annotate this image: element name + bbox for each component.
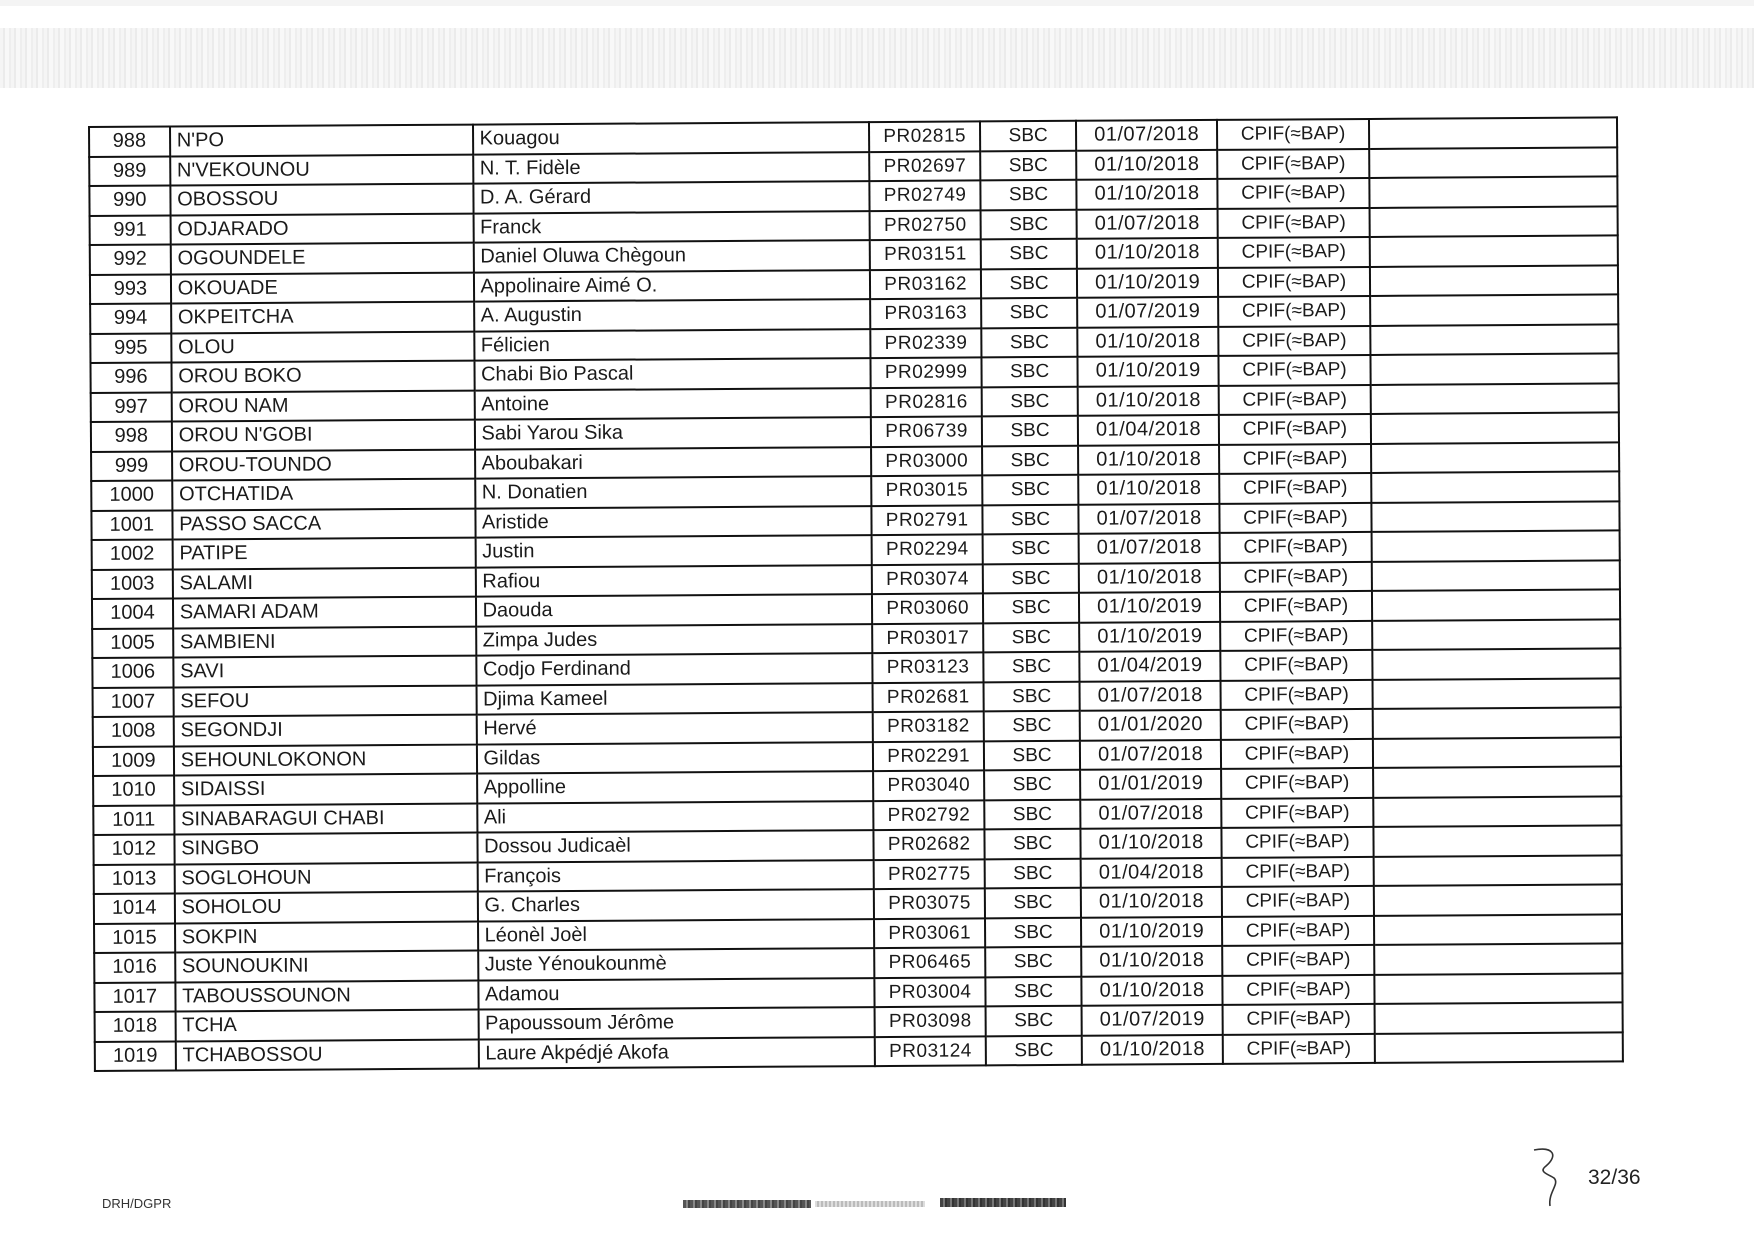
status-cell: CPIF(≈BAP) xyxy=(1221,768,1373,798)
category-cell: SBC xyxy=(983,534,1079,564)
handwritten-initial-mark xyxy=(1524,1142,1584,1212)
effective-date-cell: 01/07/2019 xyxy=(1082,1005,1223,1035)
last-name-cell: TABOUSSOUNON xyxy=(175,980,478,1011)
row-number-cell: 990 xyxy=(89,185,170,215)
first-names-cell: Justin xyxy=(475,535,872,567)
category-cell: SBC xyxy=(980,121,1076,151)
first-names-cell: Aboubakari xyxy=(475,447,872,479)
first-names-cell: N. Donatien xyxy=(475,476,872,508)
first-names-cell: Antoine xyxy=(474,388,871,420)
first-names-cell: Franck xyxy=(473,211,870,243)
scan-top-edge xyxy=(0,0,1754,6)
effective-date-cell: 01/10/2019 xyxy=(1079,621,1220,651)
status-cell: CPIF(≈BAP) xyxy=(1218,237,1370,267)
status-cell: CPIF(≈BAP) xyxy=(1220,591,1372,621)
employee-id-cell: PR02999 xyxy=(871,357,982,387)
first-names-cell: Hervé xyxy=(476,712,873,744)
last-name-cell: TCHA xyxy=(175,1010,478,1041)
footer-department-label: DRH/DGPR xyxy=(102,1196,172,1211)
status-cell: CPIF(≈BAP) xyxy=(1221,679,1373,709)
last-name-cell: ODJARADO xyxy=(170,213,473,244)
status-cell: CPIF(≈BAP) xyxy=(1222,945,1374,975)
effective-date-cell: 01/07/2018 xyxy=(1077,208,1218,238)
employee-id-cell: PR03000 xyxy=(871,446,982,476)
first-names-cell: Sabi Yarou Sika xyxy=(474,417,871,449)
row-number-cell: 1010 xyxy=(93,775,174,805)
first-names-cell: Rafiou xyxy=(475,565,872,597)
employee-id-cell: PR02816 xyxy=(871,387,982,417)
footer-scan-artifact xyxy=(683,1200,811,1208)
blank-cell-cell xyxy=(1372,589,1621,620)
effective-date-cell: 01/10/2018 xyxy=(1082,1034,1223,1064)
effective-date-cell: 01/10/2018 xyxy=(1079,562,1220,592)
category-cell: SBC xyxy=(984,799,1080,829)
first-names-cell: François xyxy=(477,860,874,892)
last-name-cell: PASSO SACCA xyxy=(172,508,475,539)
blank-cell-cell xyxy=(1369,206,1618,237)
first-names-cell: Léonèl Joèl xyxy=(478,919,875,951)
status-cell: CPIF(≈BAP) xyxy=(1219,355,1371,385)
status-cell: CPIF(≈BAP) xyxy=(1222,827,1374,857)
status-cell: CPIF(≈BAP) xyxy=(1223,1033,1375,1063)
first-names-cell: Félicien xyxy=(474,329,871,361)
blank-cell-cell xyxy=(1371,530,1620,561)
category-cell: SBC xyxy=(982,445,1078,475)
status-cell: CPIF(≈BAP) xyxy=(1221,650,1373,680)
blank-cell-cell xyxy=(1369,235,1618,266)
first-names-cell: Kouagou xyxy=(472,122,869,154)
first-names-cell: Zimpa Judes xyxy=(476,624,873,656)
category-cell: SBC xyxy=(985,858,1081,888)
employee-id-cell: PR02291 xyxy=(873,741,984,771)
status-cell: CPIF(≈BAP) xyxy=(1222,856,1374,886)
employee-id-cell: PR03074 xyxy=(872,564,983,594)
row-number-cell: 992 xyxy=(90,244,171,274)
employee-id-cell: PR03015 xyxy=(871,475,982,505)
category-cell: SBC xyxy=(985,947,1081,977)
blank-cell-cell xyxy=(1370,324,1619,355)
last-name-cell: N'VEKOUNOU xyxy=(170,154,473,185)
effective-date-cell: 01/10/2018 xyxy=(1081,975,1222,1005)
effective-date-cell: 01/10/2018 xyxy=(1081,887,1222,917)
last-name-cell: OROU BOKO xyxy=(171,361,474,392)
page-number: 32/36 xyxy=(1588,1166,1641,1189)
blank-cell-cell xyxy=(1374,914,1623,945)
effective-date-cell: 01/07/2018 xyxy=(1080,680,1221,710)
row-number-cell: 999 xyxy=(91,451,172,481)
row-number-cell: 1013 xyxy=(94,864,175,894)
status-cell: CPIF(≈BAP) xyxy=(1217,119,1369,149)
status-cell: CPIF(≈BAP) xyxy=(1218,178,1370,208)
blank-cell-cell xyxy=(1369,147,1618,178)
row-number-cell: 988 xyxy=(89,126,170,156)
blank-cell-cell xyxy=(1372,707,1621,738)
blank-cell-cell xyxy=(1371,412,1620,443)
row-number-cell: 1009 xyxy=(93,746,174,776)
employee-id-cell: PR06739 xyxy=(871,416,982,446)
employee-id-cell: PR03004 xyxy=(874,977,985,1007)
last-name-cell: SAMBIENI xyxy=(173,626,476,657)
employee-id-cell: PR02749 xyxy=(869,180,980,210)
blank-cell-cell xyxy=(1372,678,1621,709)
last-name-cell: SAVI xyxy=(173,656,476,687)
status-cell: CPIF(≈BAP) xyxy=(1221,709,1373,739)
row-number-cell: 998 xyxy=(91,421,172,451)
status-cell: CPIF(≈BAP) xyxy=(1221,738,1373,768)
roster-table xyxy=(88,116,1624,1072)
status-cell: CPIF(≈BAP) xyxy=(1222,797,1374,827)
category-cell: SBC xyxy=(983,652,1079,682)
status-cell: CPIF(≈BAP) xyxy=(1219,384,1371,414)
row-number-cell: 1016 xyxy=(94,952,175,982)
blank-cell-cell xyxy=(1369,176,1618,207)
last-name-cell: OROU N'GOBI xyxy=(172,420,475,451)
row-number-cell: 1012 xyxy=(93,834,174,864)
category-cell: SBC xyxy=(983,622,1079,652)
status-cell: CPIF(≈BAP) xyxy=(1223,1004,1375,1034)
last-name-cell: SALAMI xyxy=(173,567,476,598)
status-cell: CPIF(≈BAP) xyxy=(1218,296,1370,326)
row-number-cell: 994 xyxy=(90,303,171,333)
category-cell: SBC xyxy=(984,740,1080,770)
row-number-cell: 991 xyxy=(90,215,171,245)
employee-id-cell: PR02681 xyxy=(873,682,984,712)
blank-cell-cell xyxy=(1373,855,1622,886)
employee-id-cell: PR03060 xyxy=(872,593,983,623)
first-names-cell: Chabi Bio Pascal xyxy=(474,358,871,390)
effective-date-cell: 01/07/2018 xyxy=(1079,533,1220,563)
employee-id-cell: PR02682 xyxy=(874,829,985,859)
category-cell: SBC xyxy=(984,770,1080,800)
category-cell: SBC xyxy=(986,976,1082,1006)
blank-cell-cell xyxy=(1370,294,1619,325)
row-number-cell: 1015 xyxy=(94,923,175,953)
effective-date-cell: 01/07/2018 xyxy=(1078,503,1219,533)
first-names-cell: D. A. Gérard xyxy=(473,181,870,213)
blank-cell-cell xyxy=(1373,766,1622,797)
category-cell: SBC xyxy=(984,711,1080,741)
first-names-cell: Daouda xyxy=(475,594,872,626)
first-names-cell: N. T. Fidèle xyxy=(473,152,870,184)
blank-cell-cell xyxy=(1371,442,1620,473)
blank-cell-cell xyxy=(1372,648,1621,679)
employee-id-cell: PR03061 xyxy=(874,918,985,948)
employee-id-cell: PR03182 xyxy=(873,711,984,741)
category-cell: SBC xyxy=(986,1006,1082,1036)
category-cell: SBC xyxy=(982,475,1078,505)
first-names-cell: Daniel Oluwa Chègoun xyxy=(473,240,870,272)
row-number-cell: 1001 xyxy=(91,510,172,540)
employee-id-cell: PR03098 xyxy=(875,1006,986,1036)
last-name-cell: SINGBO xyxy=(174,833,477,864)
last-name-cell: SEFOU xyxy=(173,685,476,716)
last-name-cell: OTCHATIDA xyxy=(172,479,475,510)
last-name-cell: SEHOUNLOKONON xyxy=(174,744,477,775)
first-names-cell: Papoussoum Jérôme xyxy=(478,1007,875,1039)
employee-id-cell: PR03017 xyxy=(872,623,983,653)
employee-id-cell: PR02775 xyxy=(874,859,985,889)
first-names-cell: Adamou xyxy=(478,978,875,1010)
category-cell: SBC xyxy=(984,681,1080,711)
first-names-cell: Aristide xyxy=(475,506,872,538)
first-names-cell: Dossou Judicaèl xyxy=(477,830,874,862)
blank-cell-cell xyxy=(1370,353,1619,384)
blank-cell-cell xyxy=(1373,825,1622,856)
row-number-cell: 1002 xyxy=(92,539,173,569)
last-name-cell: SOHOLOU xyxy=(175,892,478,923)
status-cell: CPIF(≈BAP) xyxy=(1219,443,1371,473)
category-cell: SBC xyxy=(981,327,1077,357)
effective-date-cell: 01/07/2019 xyxy=(1077,297,1218,327)
status-cell: CPIF(≈BAP) xyxy=(1220,532,1372,562)
blank-cell-cell xyxy=(1371,501,1620,532)
status-cell: CPIF(≈BAP) xyxy=(1222,915,1374,945)
employee-id-cell: PR02750 xyxy=(870,210,981,240)
category-cell: SBC xyxy=(983,504,1079,534)
last-name-cell: N'PO xyxy=(170,125,473,156)
status-cell: CPIF(≈BAP) xyxy=(1223,974,1375,1004)
first-names-cell: G. Charles xyxy=(477,889,874,921)
last-name-cell: SOGLOHOUN xyxy=(174,862,477,893)
footer-scan-artifact xyxy=(940,1198,1066,1207)
row-number-cell: 997 xyxy=(91,392,172,422)
category-cell: SBC xyxy=(985,917,1081,947)
row-number-cell: 1011 xyxy=(93,805,174,835)
employee-id-cell: PR02697 xyxy=(869,151,980,181)
category-cell: SBC xyxy=(985,888,1081,918)
first-names-cell: Ali xyxy=(477,801,874,833)
effective-date-cell: 01/01/2019 xyxy=(1080,769,1221,799)
employee-id-cell: PR03075 xyxy=(874,888,985,918)
category-cell: SBC xyxy=(982,416,1078,446)
status-cell: CPIF(≈BAP) xyxy=(1220,620,1372,650)
row-number-cell: 1017 xyxy=(94,982,175,1012)
effective-date-cell: 01/07/2018 xyxy=(1080,739,1221,769)
last-name-cell: OLOU xyxy=(171,331,474,362)
blank-cell-cell xyxy=(1373,796,1622,827)
effective-date-cell: 01/10/2018 xyxy=(1076,149,1217,179)
effective-date-cell: 01/10/2019 xyxy=(1081,916,1222,946)
employee-id-cell: PR03163 xyxy=(870,298,981,328)
last-name-cell: OROU-TOUNDO xyxy=(172,449,475,480)
employee-id-cell: PR03040 xyxy=(873,770,984,800)
status-cell: CPIF(≈BAP) xyxy=(1222,886,1374,916)
blank-cell-cell xyxy=(1370,383,1619,414)
blank-cell-cell xyxy=(1371,560,1620,591)
row-number-cell: 1000 xyxy=(91,480,172,510)
effective-date-cell: 01/10/2018 xyxy=(1080,828,1221,858)
effective-date-cell: 01/10/2019 xyxy=(1077,356,1218,386)
employee-id-cell: PR02792 xyxy=(873,800,984,830)
row-number-cell: 1005 xyxy=(92,628,173,658)
category-cell: SBC xyxy=(982,386,1078,416)
category-cell: SBC xyxy=(980,150,1076,180)
row-number-cell: 1019 xyxy=(95,1041,176,1071)
blank-cell-cell xyxy=(1374,943,1623,974)
category-cell: SBC xyxy=(982,357,1078,387)
row-number-cell: 1007 xyxy=(93,687,174,717)
blank-cell-cell xyxy=(1374,1002,1623,1033)
employee-id-cell: PR02791 xyxy=(872,505,983,535)
employee-id-cell: PR02815 xyxy=(869,121,980,151)
first-names-cell: Appolline xyxy=(477,771,874,803)
status-cell: CPIF(≈BAP) xyxy=(1218,207,1370,237)
row-number-cell: 996 xyxy=(90,362,171,392)
effective-date-cell: 01/04/2018 xyxy=(1078,415,1219,445)
employee-id-cell: PR02339 xyxy=(870,328,981,358)
blank-cell-cell xyxy=(1369,117,1618,148)
employee-id-cell: PR03123 xyxy=(872,652,983,682)
last-name-cell: SEGONDJI xyxy=(173,715,476,746)
category-cell: SBC xyxy=(983,563,1079,593)
last-name-cell: SOUNOUKINI xyxy=(175,951,478,982)
employee-id-cell: PR06465 xyxy=(874,947,985,977)
blank-cell-cell xyxy=(1373,737,1622,768)
last-name-cell: OBOSSOU xyxy=(170,184,473,215)
category-cell: SBC xyxy=(981,180,1077,210)
row-number-cell: 1018 xyxy=(95,1011,176,1041)
category-cell: SBC xyxy=(986,1035,1082,1065)
last-name-cell: SINABARAGUI CHABI xyxy=(174,803,477,834)
status-cell: CPIF(≈BAP) xyxy=(1217,148,1369,178)
effective-date-cell: 01/10/2018 xyxy=(1076,179,1217,209)
effective-date-cell: 01/01/2020 xyxy=(1080,710,1221,740)
status-cell: CPIF(≈BAP) xyxy=(1220,473,1372,503)
row-number-cell: 989 xyxy=(89,156,170,186)
blank-cell-cell xyxy=(1374,1032,1623,1063)
category-cell: SBC xyxy=(985,829,1081,859)
category-cell: SBC xyxy=(981,239,1077,269)
blank-cell-cell xyxy=(1370,265,1619,296)
effective-date-cell: 01/07/2018 xyxy=(1080,798,1221,828)
last-name-cell: OKOUADE xyxy=(171,272,474,303)
category-cell: SBC xyxy=(981,268,1077,298)
last-name-cell: OGOUNDELE xyxy=(170,243,473,274)
blank-cell-cell xyxy=(1371,471,1620,502)
category-cell: SBC xyxy=(983,593,1079,623)
row-number-cell: 1014 xyxy=(94,893,175,923)
row-number-cell: 1004 xyxy=(92,598,173,628)
row-number-cell: 1006 xyxy=(92,657,173,687)
row-number-cell: 995 xyxy=(90,333,171,363)
last-name-cell: PATIPE xyxy=(172,538,475,569)
status-cell: CPIF(≈BAP) xyxy=(1220,561,1372,591)
effective-date-cell: 01/04/2019 xyxy=(1079,651,1220,681)
first-names-cell: A. Augustin xyxy=(474,299,871,331)
footer-scan-artifact xyxy=(815,1201,925,1207)
effective-date-cell: 01/07/2018 xyxy=(1076,120,1217,150)
effective-date-cell: 01/10/2019 xyxy=(1079,592,1220,622)
effective-date-cell: 01/04/2018 xyxy=(1081,857,1222,887)
last-name-cell: SAMARI ADAM xyxy=(173,597,476,628)
status-cell: CPIF(≈BAP) xyxy=(1219,325,1371,355)
scan-noise-band xyxy=(0,28,1754,88)
last-name-cell: OROU NAM xyxy=(171,390,474,421)
first-names-cell: Juste Yénoukounmè xyxy=(478,948,875,980)
first-names-cell: Codjo Ferdinand xyxy=(476,653,873,685)
effective-date-cell: 01/10/2018 xyxy=(1077,326,1218,356)
blank-cell-cell xyxy=(1373,884,1622,915)
status-cell: CPIF(≈BAP) xyxy=(1219,414,1371,444)
employee-id-cell: PR03151 xyxy=(870,239,981,269)
employee-id-cell: PR02294 xyxy=(872,534,983,564)
first-names-cell: Laure Akpédjé Akofa xyxy=(478,1037,875,1069)
effective-date-cell: 01/10/2019 xyxy=(1077,267,1218,297)
row-number-cell: 1008 xyxy=(93,716,174,746)
category-cell: SBC xyxy=(981,298,1077,328)
first-names-cell: Appolinaire Aimé O. xyxy=(473,270,870,302)
employee-id-cell: PR03162 xyxy=(870,269,981,299)
category-cell: SBC xyxy=(981,209,1077,239)
blank-cell-cell xyxy=(1374,973,1623,1004)
effective-date-cell: 01/10/2018 xyxy=(1078,474,1219,504)
effective-date-cell: 01/10/2018 xyxy=(1081,946,1222,976)
roster-table-body xyxy=(89,117,1623,1071)
status-cell: CPIF(≈BAP) xyxy=(1220,502,1372,532)
last-name-cell: SIDAISSI xyxy=(174,774,477,805)
blank-cell-cell xyxy=(1372,619,1621,650)
first-names-cell: Gildas xyxy=(476,742,873,774)
last-name-cell: OKPEITCHA xyxy=(171,302,474,333)
first-names-cell: Djima Kameel xyxy=(476,683,873,715)
row-number-cell: 993 xyxy=(90,274,171,304)
employee-id-cell: PR03124 xyxy=(875,1036,986,1066)
status-cell: CPIF(≈BAP) xyxy=(1218,266,1370,296)
row-number-cell: 1003 xyxy=(92,569,173,599)
last-name-cell: SOKPIN xyxy=(175,921,478,952)
last-name-cell: TCHABOSSOU xyxy=(175,1039,478,1070)
effective-date-cell: 01/10/2018 xyxy=(1078,385,1219,415)
effective-date-cell: 01/10/2018 xyxy=(1077,238,1218,268)
effective-date-cell: 01/10/2018 xyxy=(1078,444,1219,474)
